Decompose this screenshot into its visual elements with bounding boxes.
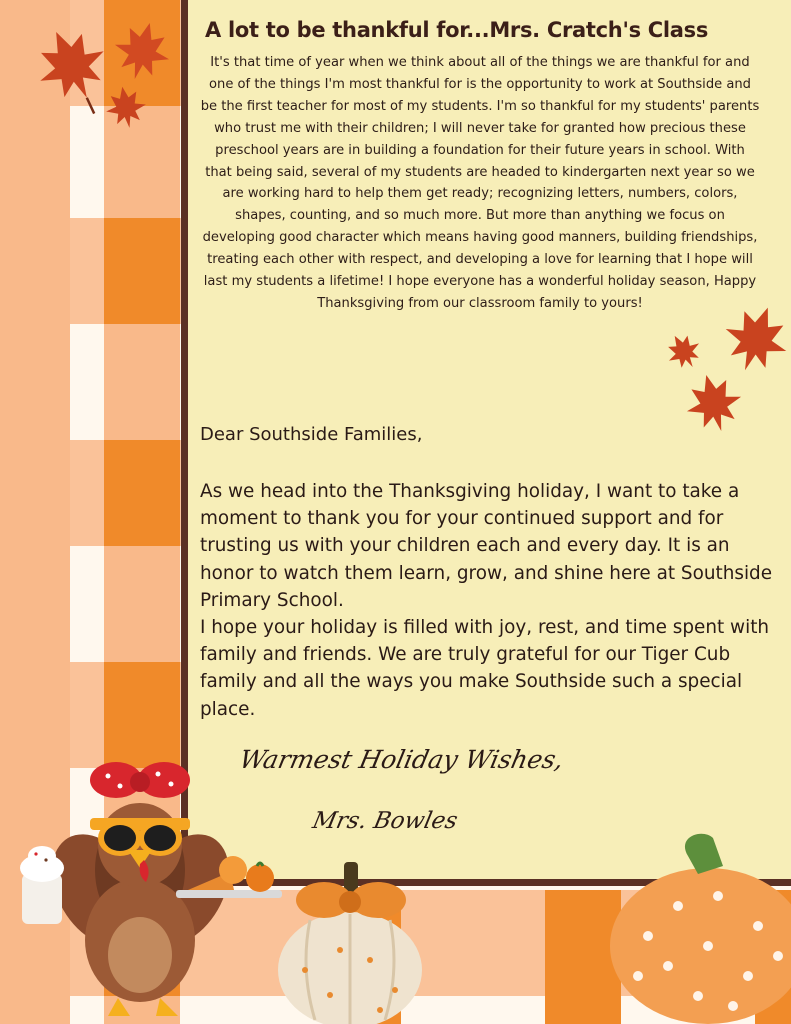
letter-paragraph: As we head into the Thanksgiving holiday, I want to take a moment to thank you for your continued support and for trusting us with your children each and every day. It is an honor to watch them learn, grow, and shine here at Southside Primary School.: [200, 481, 773, 611]
maple-leaf-icon: [679, 368, 748, 439]
maple-leaf-icon: [715, 300, 791, 381]
bow-icon: [90, 762, 190, 798]
classroom-note-title: A lot to be thankful for...Mrs. Cratch's Class: [205, 18, 709, 42]
letter-closing: Warmest Holiday Wishes,: [236, 745, 567, 774]
letter-body: [200, 478, 780, 723]
maple-leaf-icon: [108, 18, 177, 86]
letter-greeting: Dear Southside Families,: [200, 424, 423, 445]
white-pumpkin-illustration: [270, 860, 430, 1024]
leaf-cluster-right: [660, 300, 791, 440]
maple-leaf-icon: [102, 83, 149, 131]
gingham-cross: [104, 218, 180, 324]
turkey-illustration: [8, 750, 288, 1020]
maple-leaf-icon: [660, 327, 708, 376]
gingham-cross: [104, 440, 180, 546]
classroom-note-body: It's that time of year when we think about all of the things we are thankful for and one of the things I'm most thankful for is the opportunity to work at Southside and be the first teacher for most of my students. I'm so thankful for my students' parents who trust me with their children; I will never take for granted how precious these preschool years are in building a foundation for their future years in school. With that being said, several of my students are headed to kindergarten next year so we are working hard to help them get ready; recognizing letters, numbers, colors, shapes, counting, and so much more. But more than anything we focus on developing good character which means having good manners, building friendships, treating each other with respect, and developing a love for learning that I hope will last my students a lifetime! I hope everyone has a wonderful holiday season, Happy Thanksgiving from our classroom family to yours!: [200, 55, 760, 311]
orange-pumpkin-illustration: [608, 826, 791, 1024]
letter-paragraph: I hope your holiday is filled with joy, rest, and time spent with family and friends. We are truly grateful for our Tiger Cub family and all the ways you make Southside such a special place.: [200, 617, 770, 720]
leaf-cluster-top-left: [20, 18, 180, 138]
signature: Mrs. Bowles: [310, 808, 460, 834]
